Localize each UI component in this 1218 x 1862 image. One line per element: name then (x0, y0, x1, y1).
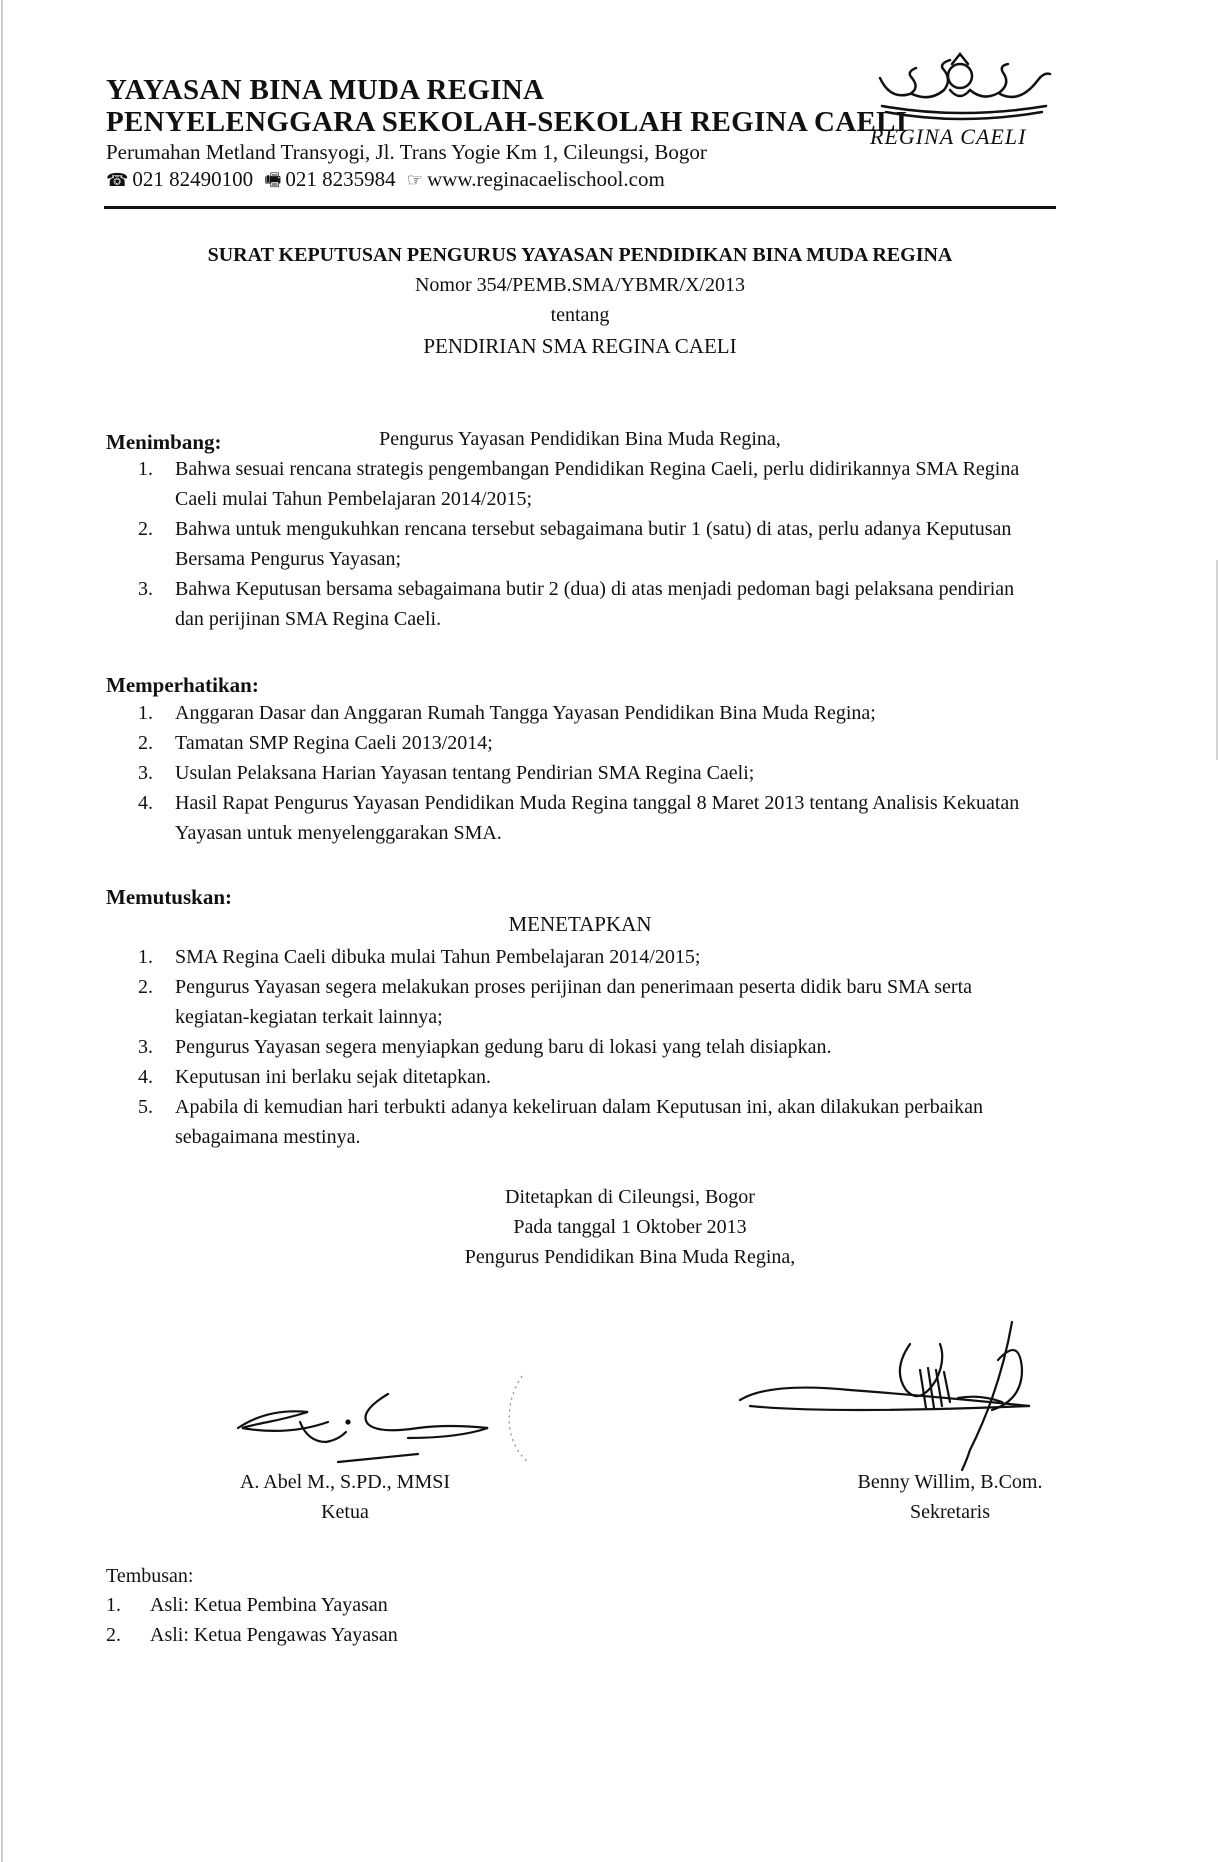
closing-body: Pengurus Pendidikan Bina Muda Regina, (464, 1246, 796, 1268)
signatory-left-role: Ketua (321, 1501, 369, 1523)
list-item-text: Keputusan ini berlaku sejak ditetapkan. (175, 1066, 492, 1088)
header-divider (104, 206, 1056, 209)
opening-line: Pengurus Yayasan Pendidikan Bina Muda Regina, (379, 428, 781, 450)
signature-right-icon (730, 1310, 1070, 1490)
list-item-text: Bahwa untuk mengukuhkan rencana tersebut sebagaimana butir 1 (satu) di atas, perlu adanya Keputusan (175, 518, 1012, 540)
list-item-text: Tamatan SMP Regina Caeli 2013/2014; (175, 732, 493, 754)
list-item-text: SMA Regina Caeli dibuka mulai Tahun Pembelajaran 2014/2015; (175, 946, 701, 968)
list-number: 1. (138, 702, 153, 724)
closing-place: Ditetapkan di Cileungsi, Bogor (505, 1186, 755, 1208)
signatory-right-name: Benny Willim, B.Com. (857, 1471, 1043, 1493)
list-item-text: Caeli mulai Tahun Pembelajaran 2014/2015; (175, 488, 533, 510)
org-contact (106, 167, 665, 198)
list-number: 3. (138, 762, 153, 784)
list-number: 2. (106, 1624, 121, 1646)
list-item-text: Hasil Rapat Pengurus Yayasan Pendidikan Muda Regina tanggal 8 Maret 2013 tentang Analisis Kekuatan (175, 792, 1020, 814)
fax-icon: 🖷 (264, 170, 282, 190)
signature-left-icon (228, 1378, 508, 1478)
stamp-trace-icon (500, 1370, 530, 1470)
decree-about: tentang (550, 304, 610, 326)
list-item-text: Usulan Pelaksana Harian Yayasan tentang Pendirian SMA Regina Caeli; (175, 762, 755, 784)
phone-number: 021 82490100 (132, 167, 254, 191)
list-number: 4. (138, 792, 153, 814)
list-number: 3. (138, 1036, 153, 1058)
decree-subject: PENDIRIAN SMA REGINA CAELI (423, 334, 737, 358)
decree-heading: SURAT KEPUTUSAN PENGURUS YAYASAN PENDIDIKAN BINA MUDA REGINA (207, 244, 953, 266)
website[interactable]: www.reginacaelischool.com (427, 167, 665, 191)
list-item-text: Yayasan untuk menyelenggarakan SMA. (175, 822, 502, 844)
list-item-text: kegiatan-kegiatan terkait lainnya; (175, 1006, 443, 1028)
list-item-text: Bersama Pengurus Yayasan; (175, 548, 402, 570)
list-number: 2. (138, 976, 153, 998)
tembusan-item: Asli: Ketua Pembina Yayasan (150, 1594, 388, 1616)
closing-date: Pada tanggal 1 Oktober 2013 (513, 1216, 747, 1238)
list-number: 1. (106, 1594, 121, 1616)
list-number: 5. (138, 1096, 153, 1118)
tembusan-label: Tembusan: (106, 1565, 194, 1587)
menetapkan-heading: MENETAPKAN (508, 912, 652, 936)
list-item-text: dan perijinan SMA Regina Caeli. (175, 608, 442, 630)
list-item-text: Bahwa Keputusan bersama sebagaimana butir 2 (dua) di atas menjadi pedoman bagi pelaksana pendirian (175, 578, 1015, 600)
scan-edge (1, 0, 3, 1862)
list-item-text: Pengurus Yayasan segera menyiapkan gedung baru di lokasi yang telah disiapkan. (175, 1036, 832, 1058)
section-memutuskan: Memutuskan: (106, 885, 233, 909)
list-number: 2. (138, 732, 153, 754)
list-number: 2. (138, 518, 153, 540)
logo-text: REGINA CAELI (870, 124, 1027, 149)
org-name: YAYASAN BINA MUDA REGINA (106, 74, 545, 106)
list-item-text: sebagaimana mestinya. (175, 1126, 361, 1148)
signatory-left-name: A. Abel M., S.PD., MMSI (239, 1471, 451, 1493)
decree-number: Nomor 354/PEMB.SMA/YBMR/X/2013 (414, 274, 746, 296)
list-number: 1. (138, 458, 153, 480)
tembusan-item: Asli: Ketua Pengawas Yayasan (150, 1624, 398, 1646)
list-item-text: Apabila di kemudian hari terbukti adanya kekeliruan dalam Keputusan ini, akan dilakukan perbaikan (175, 1096, 984, 1118)
org-address: Perumahan Metland Transyogi, Jl. Trans Yogie Km 1, Cileungsi, Bogor (106, 140, 707, 164)
list-item-text: Pengurus Yayasan segera melakukan proses perijinan dan penerimaan peserta didik baru SMA serta (175, 976, 973, 998)
org-subtitle: PENYELENGGARA SEKOLAH-SEKOLAH REGINA CAELI (106, 106, 908, 138)
section-memperhatikan: Memperhatikan: (106, 673, 259, 697)
list-number: 4. (138, 1066, 153, 1088)
list-number: 3. (138, 578, 153, 600)
web-icon: ☞ (406, 170, 424, 190)
list-number: 1. (138, 946, 153, 968)
fax-number: 021 8235984 (285, 167, 396, 191)
signatory-right-role: Sekretaris (910, 1501, 990, 1523)
section-menimbang: Menimbang: (106, 430, 222, 454)
phone-icon: ☎ (106, 170, 129, 190)
list-item-text: Anggaran Dasar dan Anggaran Rumah Tangga Yayasan Pendidikan Bina Muda Regina; (175, 702, 876, 724)
list-item-text: Bahwa sesuai rencana strategis pengembangan Pendidikan Regina Caeli, perlu didirikannya SMA Regina (175, 458, 1020, 480)
